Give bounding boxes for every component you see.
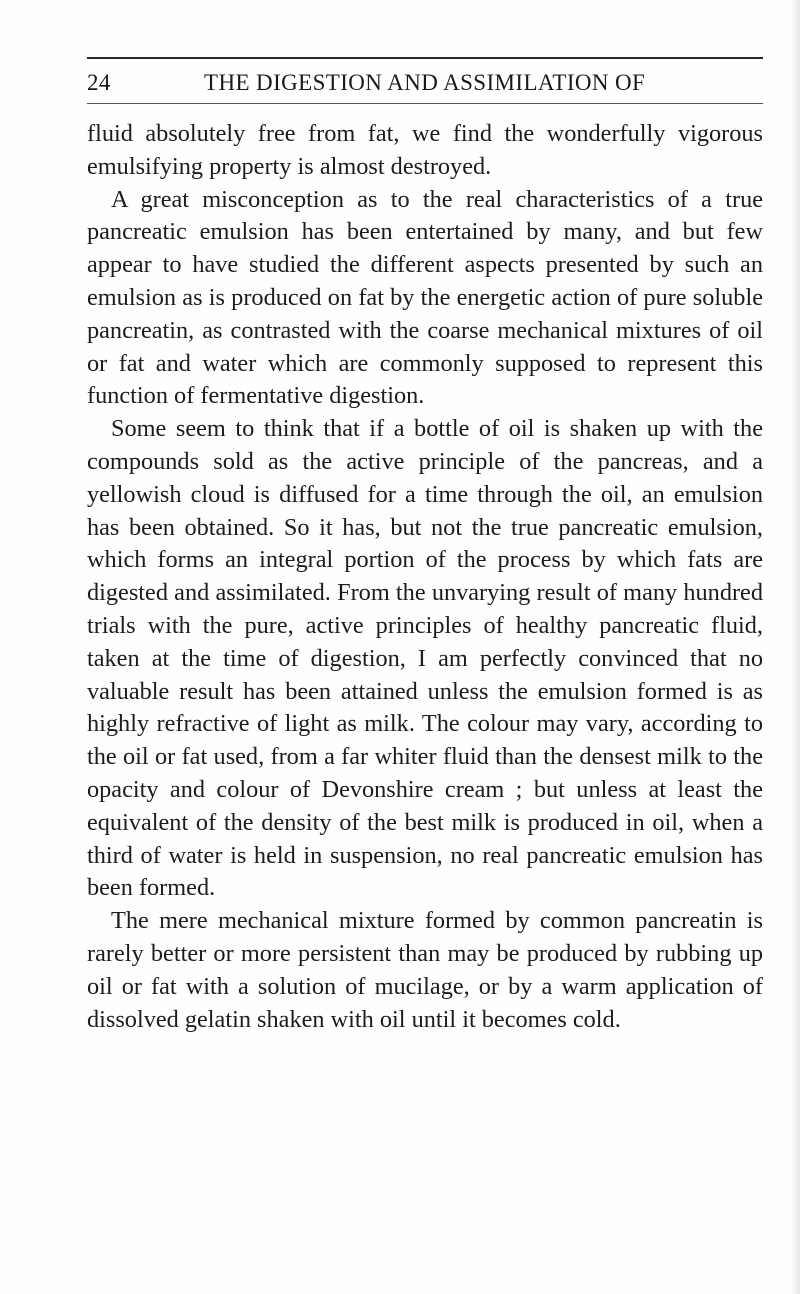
header-bottom-rule [87, 103, 763, 104]
paragraph: Some seem to think that if a bottle of oil is shaken up with the compounds sold as the active principle of the pancreas, and a yellowish cloud is diffused for a time through the oil, an emulsion has been obtained. So it has, but not the true pancreatic emulsion, which forms an integral portion of the process by which fats are digested and assimilated. From the unvarying result of many hundred trials with the pure, active principles of healthy pancreatic fluid, taken at the time of digestion, I am perfectly convinced that no valuable result has been attained unless the emulsion formed is as highly refractive of light as milk. The colour may vary, according to the oil or fat used, from a far whiter fluid than the densest milk to the opacity and colour of Devonshire cream ; but unless at least the equivalent of the density of the best milk is produced in oil, when a third of water is held in suspension, no real pancreatic emulsion has been formed. [87, 415, 763, 902]
header-top-rule [87, 57, 763, 59]
paragraph-continued: fluid absolutely free from fat, we find the wonderfully vigorous emulsifying property is almost destroyed. [87, 120, 763, 180]
paragraph: A great misconception as to the real characteristics of a true pancreatic emulsion has been entertained by many, and but few appear to have studied the different aspects presented by such an emulsion as is produced on fat by the energetic action of pure soluble pancreatin, as contrasted with the coarse mechanical mixtures of oil or fat and water which are commonly supposed to represent this function of fermentative digestion. [87, 185, 763, 410]
paragraph: The mere mechanical mixture formed by common pancreatin is rarely better or more persistent than may be produced by rubbing up oil or fat with a solution of mucilage, or by a warm application of dissolved gelatin shaken with oil until it becomes cold. [87, 907, 763, 1033]
page-edge-shadow [790, 0, 800, 1294]
running-header [87, 66, 763, 100]
page-number: 24 [87, 70, 111, 95]
running-title: THE DIGESTION AND ASSIMILATION OF [204, 70, 646, 95]
body-text [87, 118, 763, 1036]
